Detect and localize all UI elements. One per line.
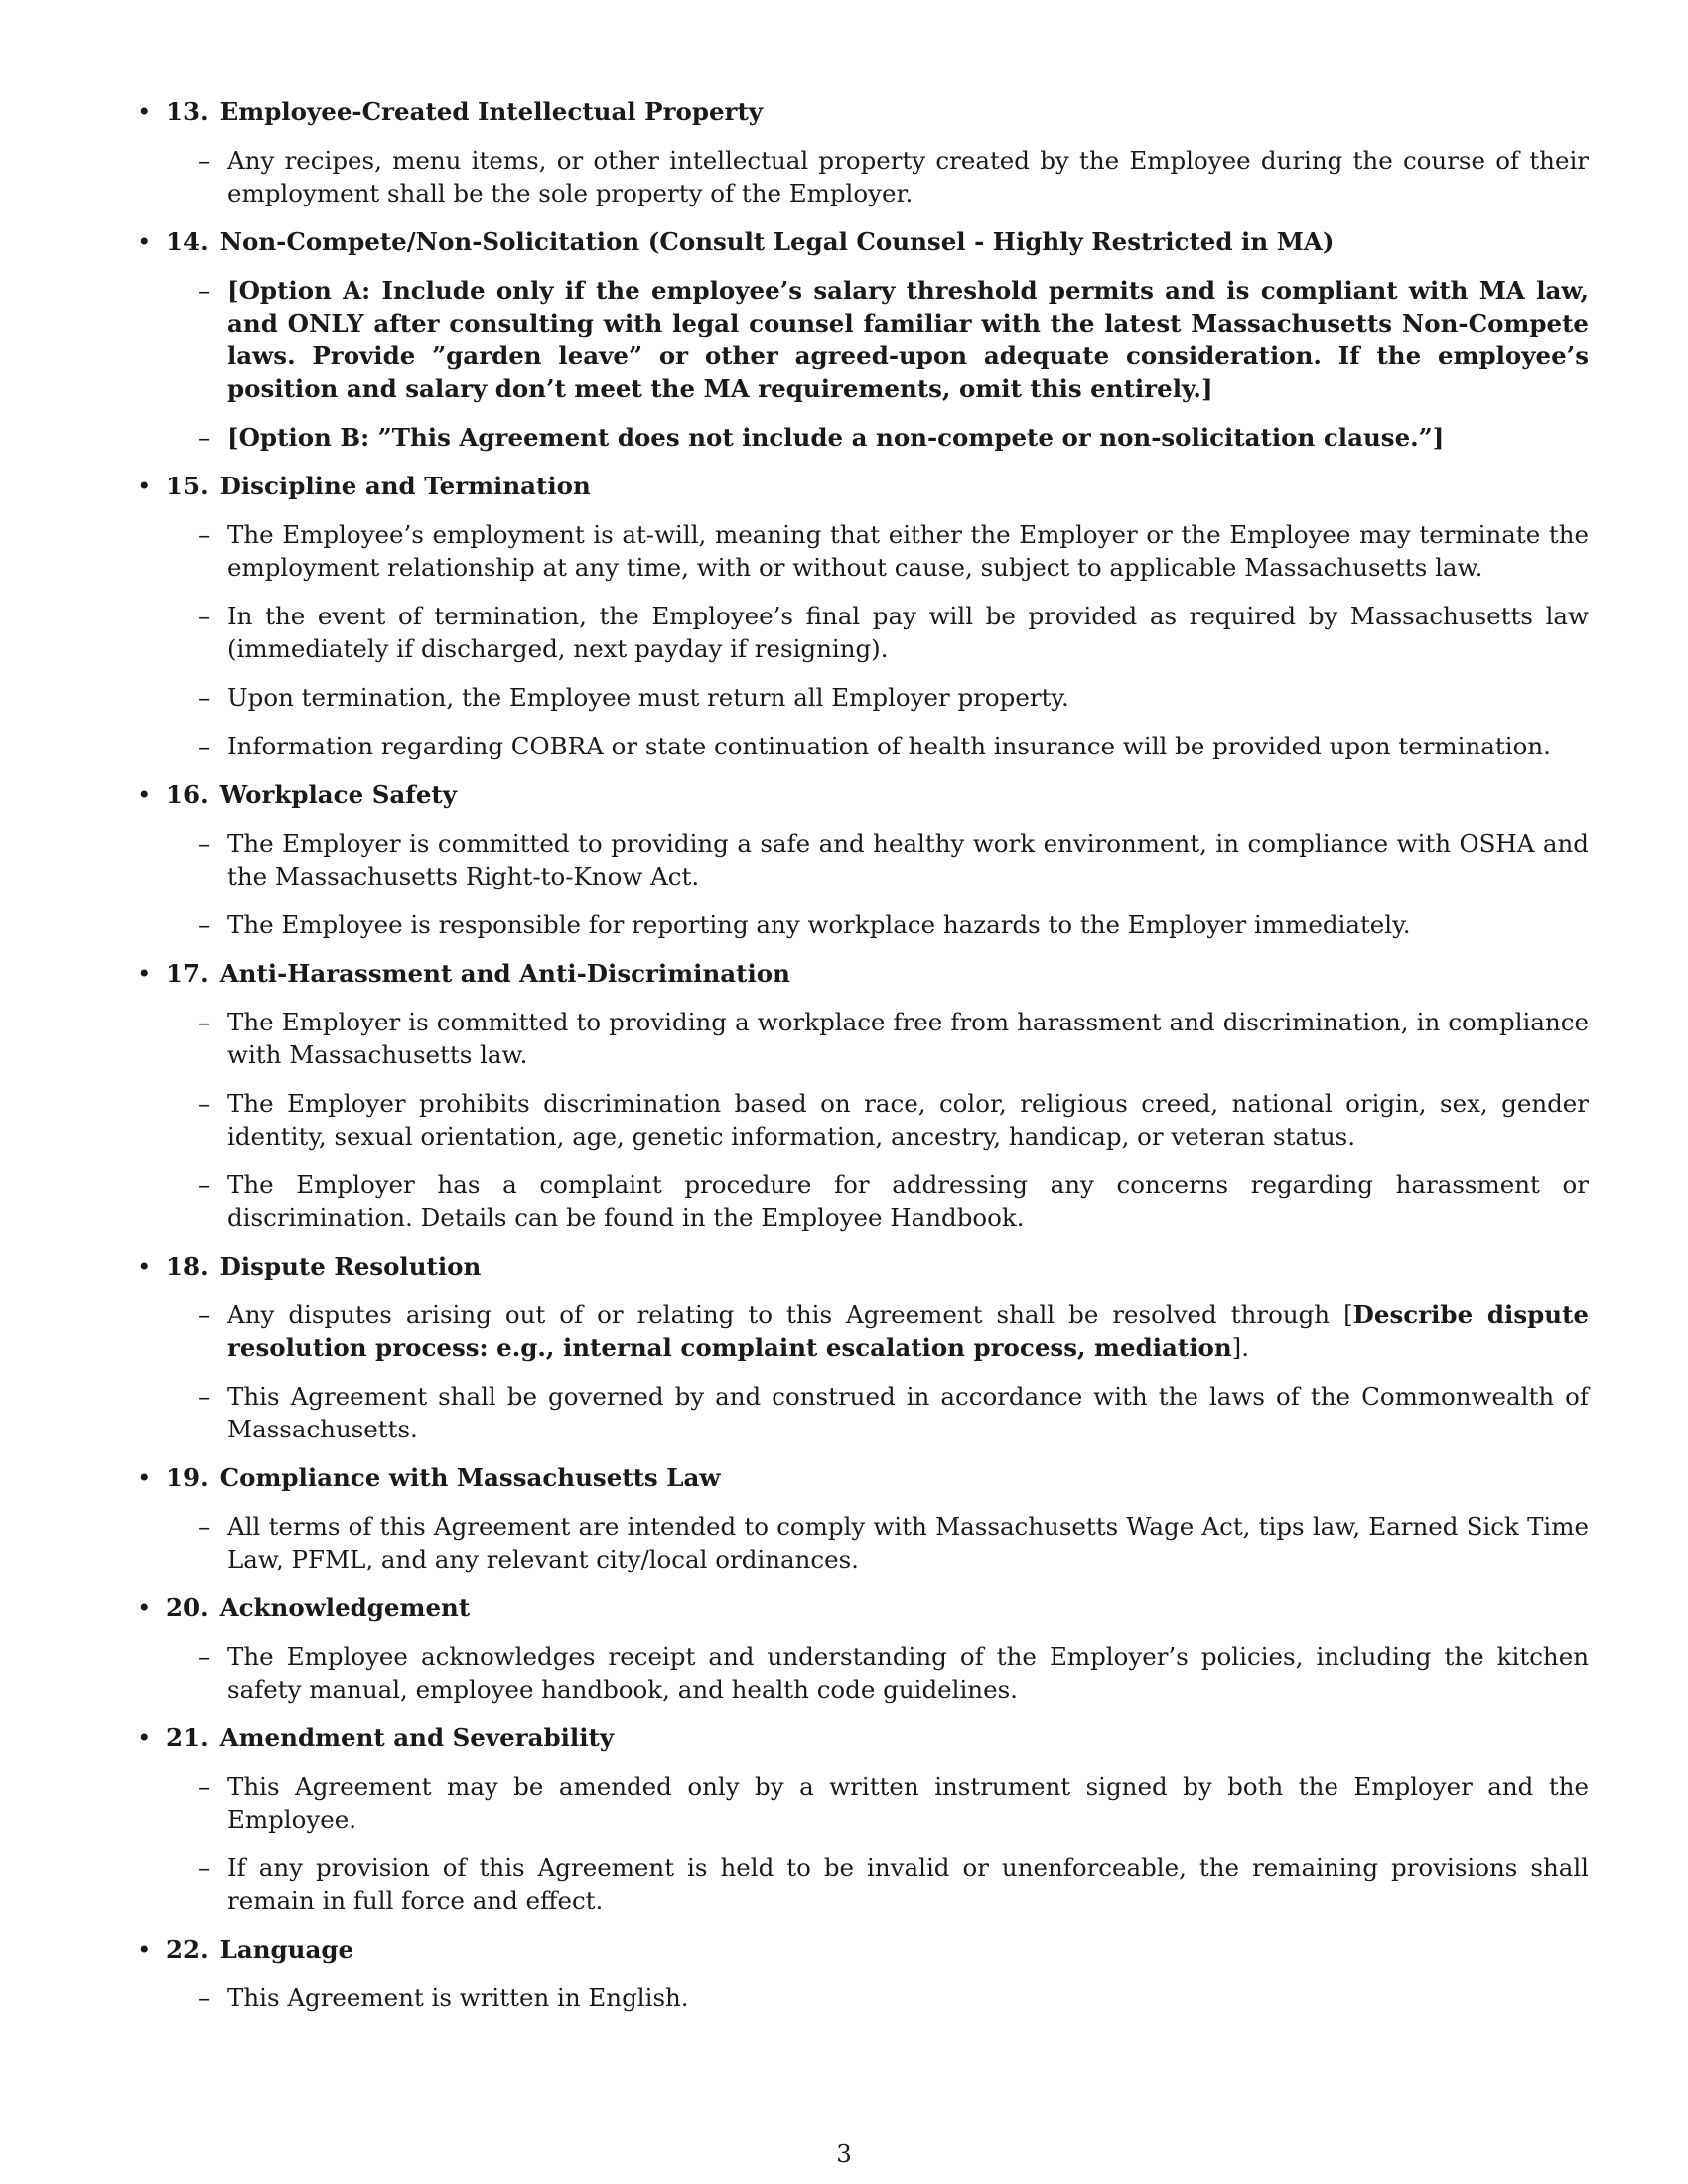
clause-item <box>166 518 1589 584</box>
dash-icon: – <box>198 423 211 452</box>
clause-item <box>166 827 1589 892</box>
clause-text: Information regarding COBRA or state continuation of health insurance will be provided upon termination. <box>227 732 1551 760</box>
clause-text: Any recipes, menu items, or other intellectual property created by the Employee during the course of their employment shall be the sole property of the Employer. <box>227 146 1589 207</box>
section-15 <box>134 470 1589 762</box>
section-heading <box>166 1933 1589 1966</box>
section-list <box>134 95 1589 2014</box>
clause-text: In the event of termination, the Employee’s final pay will be provided as required by Massachusetts law (immediately if discharged, next payday if resigning). <box>227 602 1589 663</box>
clause-item <box>166 144 1589 209</box>
dash-icon: – <box>198 1853 211 1882</box>
document-body <box>134 95 1589 2030</box>
dash-icon: – <box>198 1642 211 1671</box>
dash-icon: – <box>198 520 211 549</box>
clause-text: The Employee acknowledges receipt and understanding of the Employer’s policies, including the kitchen safety manual, employee handbook, and health code guidelines. <box>227 1642 1589 1704</box>
section-number: 19. <box>166 1463 209 1492</box>
section-20 <box>134 1591 1589 1706</box>
clause-item <box>166 600 1589 665</box>
dash-icon: – <box>198 1089 211 1118</box>
section-13 <box>134 95 1589 209</box>
section-heading <box>166 778 1589 811</box>
bullet-icon: • <box>137 1723 152 1752</box>
clause-text: The Employer prohibits discrimination based on race, color, religious creed, national origin, sex, gender identity, sexual orientation, age, genetic information, ancestry, handicap, or veteran status. <box>227 1089 1589 1151</box>
clause-item <box>166 421 1589 454</box>
dash-icon: – <box>198 1170 211 1199</box>
section-19 <box>134 1461 1589 1575</box>
dash-icon: – <box>198 910 211 939</box>
clause-text: All terms of this Agreement are intended to comply with Massachusetts Wage Act, tips law, Earned Sick Time Law, PFML, and any relevant city/local ordinances. <box>227 1512 1589 1573</box>
section-number: 15. <box>166 472 209 500</box>
bullet-icon: • <box>137 1593 152 1622</box>
dash-icon: – <box>198 1512 211 1541</box>
bullet-icon: • <box>137 97 152 126</box>
dash-icon: – <box>198 276 211 305</box>
section-heading <box>166 957 1589 990</box>
dash-icon: – <box>198 1300 211 1329</box>
clause-item <box>166 1298 1589 1364</box>
section-heading <box>166 470 1589 502</box>
clause-item <box>166 1006 1589 1071</box>
clause-text: If any provision of this Agreement is held to be invalid or unenforceable, the remaining provisions shall remain in full force and effect. <box>227 1853 1589 1915</box>
clause-item <box>166 730 1589 762</box>
clause-list <box>166 1298 1589 1445</box>
section-number: 20. <box>166 1593 209 1622</box>
clause-list <box>166 1981 1589 2014</box>
clause-item <box>166 1640 1589 1706</box>
clause-item <box>166 1981 1589 2014</box>
section-heading <box>166 1250 1589 1283</box>
clause-text: This Agreement may be amended only by a written instrument signed by both the Employer and the Employee. <box>227 1772 1589 1834</box>
bullet-icon: • <box>137 959 152 988</box>
clause-text: [Option B: ”This Agreement does not include a non-compete or non-solicitation clause.”] <box>227 423 1445 452</box>
clause-item <box>166 1510 1589 1575</box>
bullet-icon: • <box>137 227 152 256</box>
section-heading <box>166 1721 1589 1754</box>
bullet-icon: • <box>137 1463 152 1492</box>
clause-list <box>166 274 1589 454</box>
section-title: Anti-Harassment and Anti-Discrimination <box>219 959 790 988</box>
dash-icon: – <box>198 1983 211 2012</box>
section-21 <box>134 1721 1589 1917</box>
dash-icon: – <box>198 146 211 175</box>
section-title: Non-Compete/Non-Solicitation (Consult Legal Counsel - Highly Restricted in MA) <box>219 227 1335 256</box>
section-number: 18. <box>166 1252 209 1281</box>
bullet-icon: • <box>137 1935 152 1964</box>
section-14 <box>134 225 1589 454</box>
clause-text: The Employer is committed to providing a workplace free from harassment and discrimination, in compliance with Massachusetts law. <box>227 1008 1589 1069</box>
clause-item <box>166 1770 1589 1836</box>
clause-list <box>166 144 1589 209</box>
section-title: Employee-Created Intellectual Property <box>219 97 764 126</box>
section-heading <box>166 1591 1589 1624</box>
clause-list <box>166 1510 1589 1575</box>
section-title: Amendment and Severability <box>219 1723 615 1752</box>
section-number: 16. <box>166 780 209 809</box>
clause-text: The Employer is committed to providing a safe and healthy work environment, in compliance with OSHA and the Massachusetts Right-to-Know Act. <box>227 829 1589 890</box>
bullet-icon: • <box>137 472 152 500</box>
clause-text: The Employee’s employment is at-will, meaning that either the Employer or the Employee may terminate the employment relationship at any time, with or without cause, subject to applicable Massachusetts law. <box>227 520 1589 582</box>
section-number: 22. <box>166 1935 209 1964</box>
clause-text: This Agreement shall be governed by and construed in accordance with the laws of the Commonwealth of Massachusetts. <box>227 1382 1589 1443</box>
section-number: 17. <box>166 959 209 988</box>
clause-item <box>166 274 1589 405</box>
clause-item <box>166 908 1589 941</box>
page-number: 3 <box>836 2139 852 2168</box>
bullet-icon: • <box>137 780 152 809</box>
bullet-icon: • <box>137 1252 152 1281</box>
section-heading <box>166 95 1589 128</box>
dash-icon: – <box>198 829 211 858</box>
clause-list <box>166 1006 1589 1234</box>
section-number: 14. <box>166 227 209 256</box>
clause-text: The Employee is responsible for reporting any workplace hazards to the Employer immediately. <box>227 910 1411 939</box>
section-title: Language <box>219 1935 354 1964</box>
clause-text: Upon termination, the Employee must return all Employer property. <box>227 683 1069 712</box>
dash-icon: – <box>198 1772 211 1801</box>
dash-icon: – <box>198 683 211 712</box>
clause-list <box>166 1640 1589 1706</box>
section-title: Discipline and Termination <box>219 472 591 500</box>
dash-icon: – <box>198 602 211 630</box>
clause-list <box>166 1770 1589 1917</box>
dash-icon: – <box>198 732 211 760</box>
section-number: 13. <box>166 97 209 126</box>
section-title: Acknowledgement <box>219 1593 471 1622</box>
section-17 <box>134 957 1589 1234</box>
clause-text: Any disputes arising out of or relating to this Agreement shall be resolved through [ <box>227 1300 1353 1329</box>
section-heading <box>166 225 1589 258</box>
dash-icon: – <box>198 1382 211 1411</box>
clause-text: This Agreement is written in English. <box>227 1983 689 2012</box>
clause-list <box>166 827 1589 941</box>
clause-item <box>166 1087 1589 1153</box>
clause-item <box>166 1168 1589 1234</box>
dash-icon: – <box>198 1008 211 1036</box>
clause-text: Describe dispute resolution process: e.g., internal complaint escalation process, mediation <box>227 1300 1589 1362</box>
clause-text: ]. <box>1231 1333 1250 1362</box>
section-heading <box>166 1461 1589 1494</box>
section-title: Compliance with Massachusetts Law <box>219 1463 721 1492</box>
section-title: Dispute Resolution <box>219 1252 482 1281</box>
section-16 <box>134 778 1589 941</box>
section-number: 21. <box>166 1723 209 1752</box>
section-18 <box>134 1250 1589 1445</box>
clause-item <box>166 1851 1589 1917</box>
clause-list <box>166 518 1589 762</box>
section-22 <box>134 1933 1589 2014</box>
clause-text: The Employer has a complaint procedure for addressing any concerns regarding harassment or discrimination. Details can be found in the Employee Handbook. <box>227 1170 1589 1232</box>
clause-item <box>166 681 1589 714</box>
clause-item <box>166 1380 1589 1445</box>
clause-text: [Option A: Include only if the employee’s salary threshold permits and is compliant with MA law, and ONLY after consulting with legal counsel familiar with the latest Massachusetts Non-Compete laws. Provide ”garden leave” or other agreed-upon adequate consideration. If the employee’s position and salary don’t meet the MA requirements, omit this entirely.] <box>227 276 1589 403</box>
section-title: Workplace Safety <box>219 780 457 809</box>
